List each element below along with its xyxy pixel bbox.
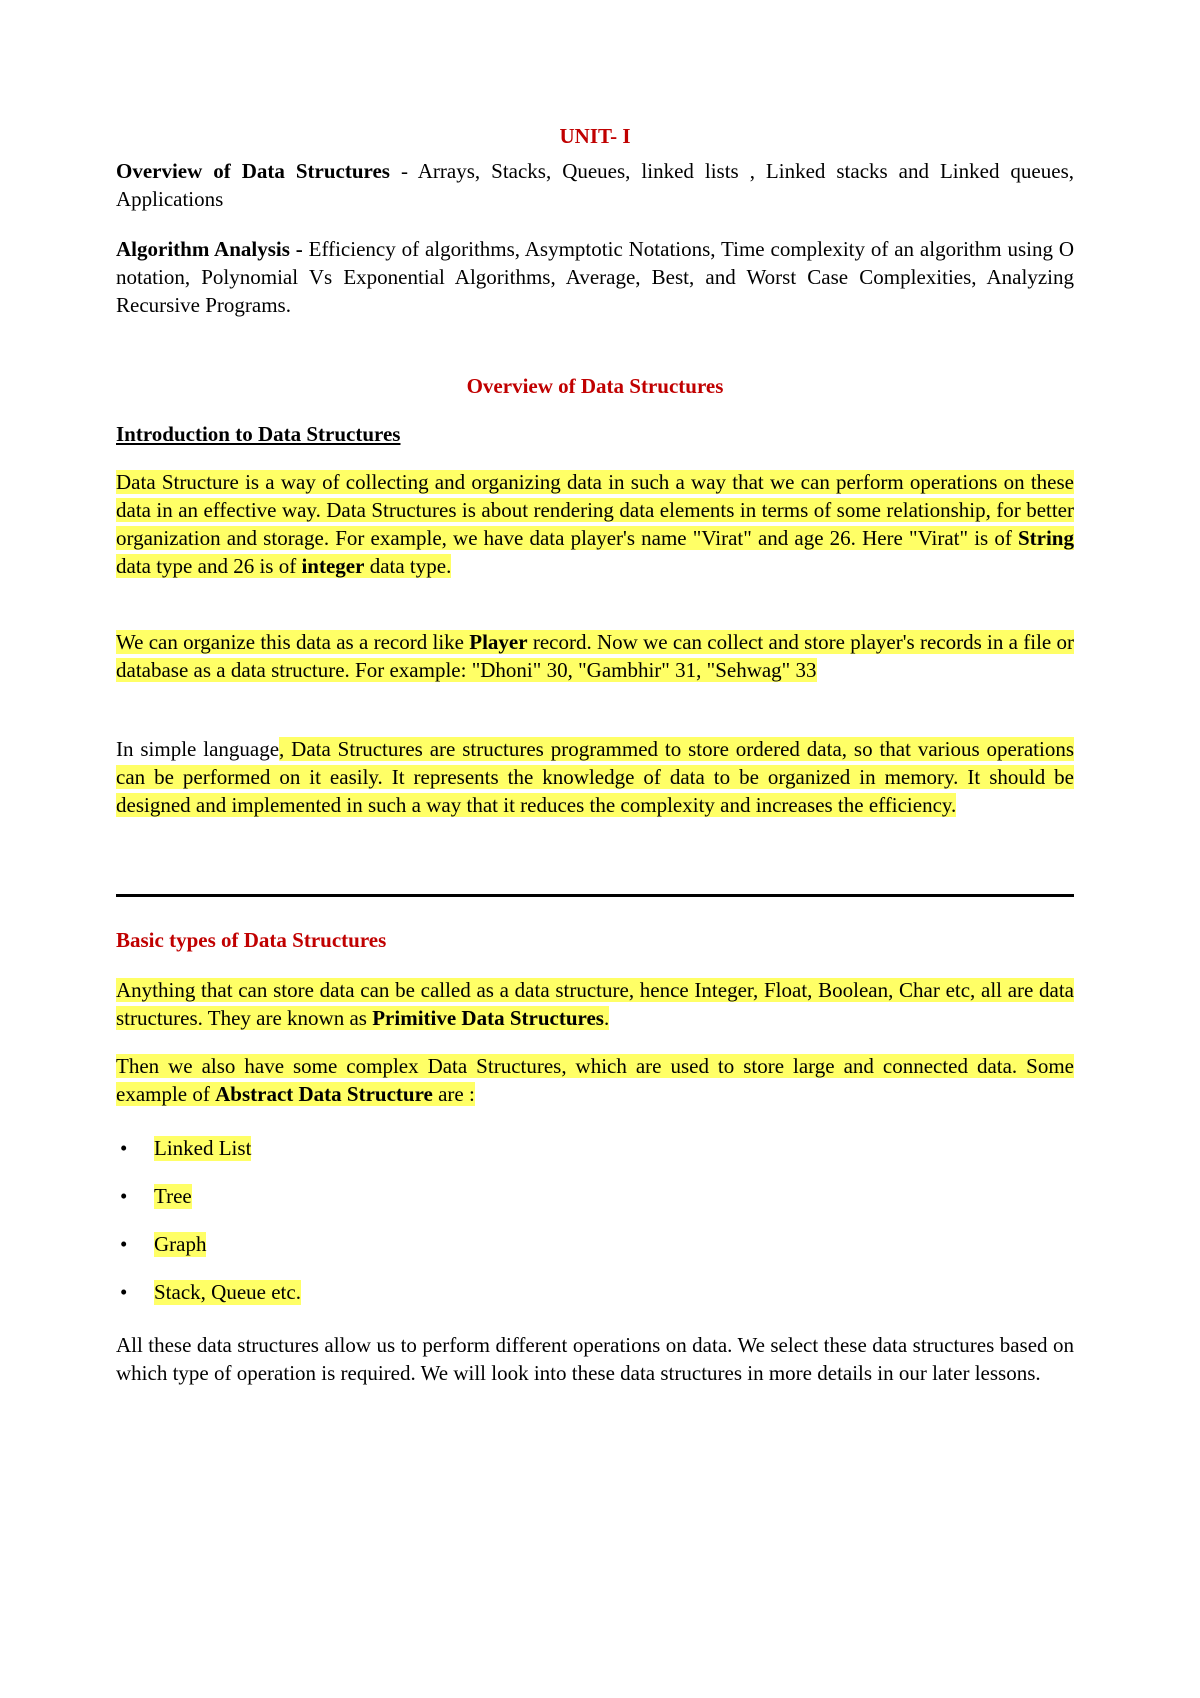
closing-paragraph: All these data structures allow us to perform different operations on data. We select these data structures based on which type of operation is required. We will look into these data structures in more details in our later lessons. <box>116 1333 1074 1385</box>
primitive-text-1: Anything that can store data can be called as a data structure, hence Integer, Float, Boolean, Char etc, all are data structures. They are known as <box>116 978 1074 1030</box>
algorithm-label: Algorithm Analysis - <box>116 237 309 261</box>
record-paragraph <box>116 628 1074 684</box>
bullet-icon: • <box>120 1280 128 1304</box>
list-item-label: Graph <box>154 1232 207 1256</box>
intro-bold-string: String <box>1017 526 1074 550</box>
bullet-icon: • <box>120 1136 128 1160</box>
list-item-label: Linked List <box>154 1136 252 1160</box>
algorithm-text: Efficiency of algorithms, Asymptotic Notations, Time complexity of an algorithm using O notation, Polynomial Vs Exponential Algorithms, Average, Best, and Worst Case Complexities, Analyzing Recursive Programs. <box>116 237 1075 317</box>
list-item <box>116 1280 301 1305</box>
intro-text-1: Data Structure is a way of collecting and organizing data in such a way that we can perform operations on these data in an effective way. Data Structures is about rendering data elements in terms of some relationship, for better organization and storage. For example, we have data player's name "Virat" and age 26. Here "Virat" is of <box>116 470 1074 550</box>
list-item-label: Tree <box>154 1184 192 1208</box>
primitive-bold: Primitive Data Structures <box>372 1006 604 1030</box>
overview-text: - Arrays, Stacks, Queues, linked lists , Linked stacks and Linked queues, Applications <box>116 159 1074 211</box>
intro-heading: Introduction to Data Structures <box>116 422 401 446</box>
intro-text-3: data type. <box>364 554 452 578</box>
abstract-paragraph <box>116 1052 1074 1108</box>
simple-text-2: , Data Structures are structures programmed to store ordered data, so that various operations can be performed on it easily. It represents the knowledge of data to be organized in memory. It should be designed and implemented in such a way that it reduces the complexity and increases the efficiency. <box>116 737 1074 817</box>
section-heading: Overview of Data Structures <box>466 374 724 398</box>
list-item <box>116 1232 206 1257</box>
record-text-1: We can organize this data as a record like <box>116 630 470 654</box>
abstract-text-1: Then we also have some complex Data Structures, which are used to store large and connected data. Some example of <box>116 1054 1074 1106</box>
unit-title: UNIT- I <box>559 124 631 148</box>
intro-text-2: data type and 26 is of <box>116 554 302 578</box>
simple-paragraph <box>116 735 1074 819</box>
primitive-text-2: . <box>603 1006 610 1030</box>
basic-types-heading: Basic types of Data Structures <box>116 928 387 952</box>
abstract-text-2: are : <box>432 1082 475 1106</box>
primitive-paragraph <box>116 976 1074 1032</box>
overview-paragraph <box>116 157 1074 213</box>
horizontal-divider <box>116 894 1074 897</box>
record-text-2: record. Now we can collect and store player's records in a file or database as a data structure. For example: "Dhoni" 30, "Gambhir" 31, "Sehwag" 33 <box>116 630 1074 682</box>
bullet-icon: • <box>120 1232 128 1256</box>
algorithm-paragraph <box>116 235 1074 319</box>
bullet-icon: • <box>120 1184 128 1208</box>
list-item-label: Stack, Queue etc. <box>154 1280 301 1304</box>
abstract-bold: Abstract Data Structure <box>215 1082 433 1106</box>
simple-text-1: In simple language <box>116 737 280 761</box>
overview-label: Overview of Data Structures <box>116 159 390 183</box>
record-bold-player: Player <box>469 630 528 654</box>
intro-paragraph <box>116 468 1074 580</box>
list-item <box>116 1136 251 1161</box>
list-item <box>116 1184 192 1209</box>
intro-bold-integer: integer <box>301 554 365 578</box>
